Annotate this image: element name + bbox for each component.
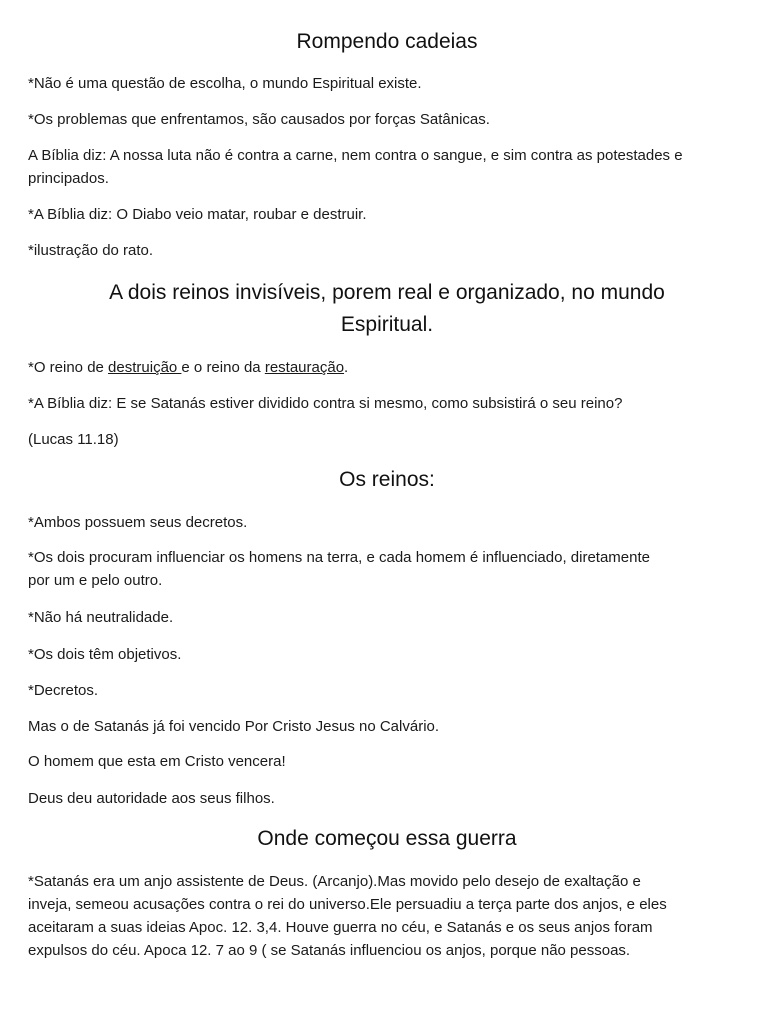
paragraph-calvary: Mas o de Satanás já foi vencido Por Cristo Jesus no Calvário.	[28, 718, 440, 735]
paragraph-rat-illustration: *ilustração do rato.	[28, 242, 154, 259]
paragraph-no-neutrality: *Não há neutralidade.	[28, 609, 174, 626]
heading-two-kingdoms-line2: Espiritual.	[340, 313, 434, 336]
paragraph-bible-fight-line2: principados.	[28, 170, 109, 187]
paragraph-satan-archangel-line1: *Satanás era um anjo assistente de Deus. (Arcanjo).Mas movido pelo desejo de exaltação e	[28, 873, 641, 890]
underlined-destruicao: destruição	[108, 359, 182, 376]
paragraph-satan-archangel-line4: expulsos do céu. Apoca 12. 7 ao 9 ( se Satanás influenciou os anjos, porque não pessoas.	[28, 942, 631, 959]
paragraph-influence	[28, 546, 746, 592]
paragraph-satan-divided: *A Bíblia diz: E se Satanás estiver dividido contra si mesmo, como subsistirá o seu reino?	[28, 395, 623, 412]
paragraph-kingdoms-mid: e o reino da	[181, 359, 265, 376]
paragraph-satan-archangel-line2: inveja, semeou acusações contra o rei do universo.Ele persuadiu a terça parte dos anjos, e eles	[28, 896, 667, 913]
paragraph-satan-archangel	[28, 870, 746, 962]
heading-os-reinos: Os reinos:	[339, 468, 435, 491]
paragraph-objectives: *Os dois têm objetivos.	[28, 646, 182, 663]
paragraph-kingdoms-post: .	[344, 359, 349, 376]
document-title: Rompendo cadeias	[296, 30, 478, 53]
underlined-restauracao: restauração	[264, 359, 345, 376]
paragraph-bible-fight-line1: A Bíblia diz: A nossa luta não é contra a carne, nem contra o sangue, e sim contra as potestades e	[28, 147, 683, 164]
paragraph-influence-line2: por um e pelo outro.	[28, 572, 163, 589]
paragraph-devil: *A Bíblia diz: O Diabo veio matar, roubar e destruir.	[28, 206, 367, 223]
paragraph-problems: *Os problemas que enfrentamos, são causados por forças Satânicas.	[28, 111, 490, 128]
heading-war-origin: Onde começou essa guerra	[257, 827, 517, 850]
heading-two-kingdoms	[28, 277, 746, 341]
paragraph-lucas-reference: (Lucas 11.18)	[28, 431, 119, 448]
paragraph-satan-archangel-line3: aceitaram a suas ideias Apoc. 12. 3,4. Houve guerra no céu, e Satanás e os seus anjos foram	[28, 919, 653, 936]
paragraph-decretos: *Decretos.	[28, 682, 99, 699]
paragraph-kingdoms	[28, 356, 746, 379]
paragraph-man-in-christ: O homem que esta em Cristo vencera!	[28, 753, 286, 770]
paragraph-spiritual-world: *Não é uma questão de escolha, o mundo Espiritual existe.	[28, 75, 422, 92]
paragraph-influence-line1: *Os dois procuram influenciar os homens na terra, e cada homem é influenciado, diretamente	[28, 549, 650, 566]
paragraph-bible-fight	[28, 144, 746, 190]
paragraph-decrees: *Ambos possuem seus decretos.	[28, 514, 248, 531]
heading-two-kingdoms-line1: A dois reinos invisíveis, porem real e organizado, no mundo	[109, 281, 665, 304]
paragraph-authority: Deus deu autoridade aos seus filhos.	[28, 790, 275, 807]
paragraph-kingdoms-pre: *O reino de	[28, 359, 109, 376]
